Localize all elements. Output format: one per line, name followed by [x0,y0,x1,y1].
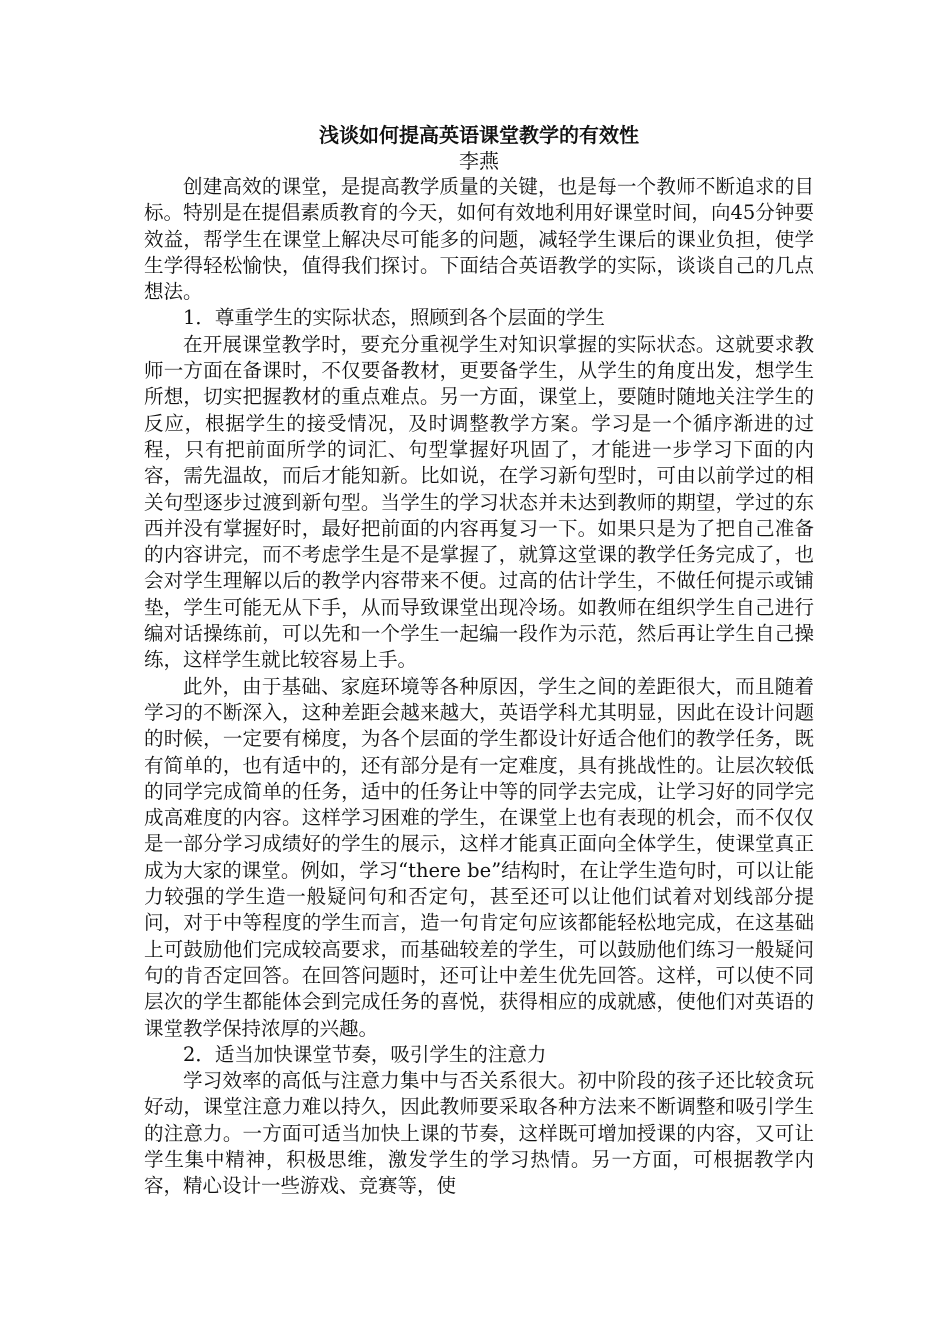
section-1-heading: 1．尊重学生的实际状态，照顾到各个层面的学生 [183,306,605,330]
author-name: 李燕 [459,149,499,173]
section-1-paragraph-1: 在开展课堂教学时，要充分重视学生对知识掌握的实际状态。这就要求教师一方面在备课时，不仅要备教材，更要备学生，从学生的角度出发，想学生所想，切实把握教材的重点难点。另一方面，课堂上，要随时随地关注学生的反应，根据学生的接受情况，及时调整教学方案。学习是一个循序渐进的过程，只有把前面所学的词汇、句型掌握好巩固了，才能进一步学习下面的内容，需先温故，而后才能知新。比如说，在学习新句型时，可由以前学过的相关句型逐步过渡到新句型。当学生的学习状态并未达到教师的期望，学过的东西并没有掌握好时，最好把前面的内容再复习一下。如果只是为了把自己准备的内容讲完，而不考虑学生是不是掌握了，就算这堂课的教学任务完成了，也会对学生理解以后的教学内容带来不便。过高的估计学生，不做任何提示或铺垫，学生可能无从下手，从而导致课堂出现冷场。如教师在组织学生自己进行编对话操练前，可以先和一个学生一起编一段作为示范，然后再让学生自己操练，这样学生就比较容易上手。 [144,332,814,672]
section-1-paragraph-2: 此外，由于基础、家庭环境等各种原因，学生之间的差距很大，而且随着学习的不断深入，这种差距会越来越大，英语学科尤其明显，因此在设计问题的时候，一定要有梯度，为各个层面的学生都设计好适合他们的教学任务，既有简单的，也有适中的，还有部分是有一定难度，具有挑战性的。让层次较低的同学完成简单的任务，适中的任务让中等的同学去完成，让学习好的同学完成高难度的内容。这样学习困难的学生，在课堂上也有表现的机会，而不仅仅是一部分学习成绩好的学生的展示，这样才能真正面向全体学生，使课堂真正成为大家的课堂。例如，学习“there be”结构时，在让学生造句时，可以让能力较强的学生造一般疑问句和否定句，甚至还可以让他们试着对划线部分提问，对于中等程度的学生而言，造一句肯定句应该都能轻松地完成，在这基础上可鼓励他们完成较高要求，而基础较差的学生，可以鼓励他们练习一般疑问句的肯否定回答。在回答问题时，还可让中差生优先回答。这样，可以使不同层次的学生都能体会到完成任务的喜悦，获得相应的成就感，使他们对英语的课堂教学保持浓厚的兴趣。 [144,674,814,1040]
intro-paragraph: 创建高效的课堂，是提高教学质量的关键，也是每一个教师不断追求的目标。特别是在提倡素质教育的今天，如何有效地利用好课堂时间，向45分钟要效益，帮学生在课堂上解决尽可能多的问题，减轻学生课后的课业负担，使学生学得轻松愉快，值得我们探讨。下面结合英语教学的实际，谈谈自己的几点想法。 [144,175,814,304]
section-2-paragraph-1: 学习效率的高低与注意力集中与否关系很大。初中阶段的孩子还比较贪玩好动，课堂注意力难以持久，因此教师要采取各种方法来不断调整和吸引学生的注意力。一方面可适当加快上课的节奏，这样既可增加授课的内容，又可让学生集中精神，积极思维，激发学生的学习热情。另一方面，可根据教学内容，精心设计一些游戏、竞赛等，使 [144,1069,814,1198]
document-page [144,116,814,1200]
section-2-heading: 2．适当加快课堂节奏，吸引学生的注意力 [183,1042,547,1066]
document-title: 浅谈如何提高英语课堂教学的有效性 [319,123,639,147]
